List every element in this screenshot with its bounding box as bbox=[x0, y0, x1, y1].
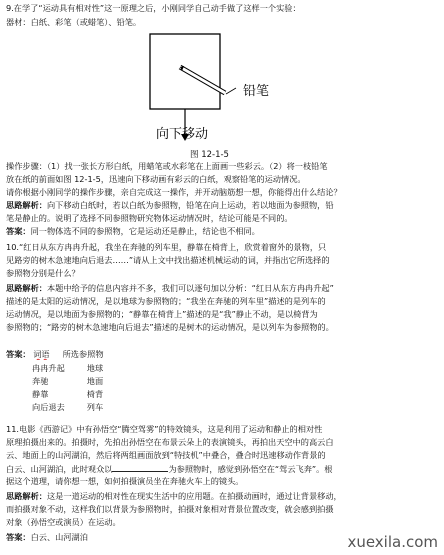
ref-cell: 列车 bbox=[86, 402, 104, 412]
answer-table bbox=[32, 362, 107, 414]
table-row bbox=[32, 388, 107, 401]
q9-steps3: 请你根据小刚同学的操作步骤，亲自完成这一操作，并开动脑筋想一想，你能得出什么结论？ bbox=[6, 187, 342, 197]
ref-cell: 地球 bbox=[86, 363, 104, 373]
word-cell: 冉冉升起 bbox=[32, 363, 65, 373]
q10-line2: 见路旁的树木急速地向后退去……”请从上文中找出描述机械运动的词，并指出它所选择的 bbox=[6, 255, 330, 265]
q11-hint1 bbox=[6, 491, 440, 502]
ref-cell: 地面 bbox=[86, 376, 104, 386]
answer-blank bbox=[112, 463, 168, 472]
q9-hint1 bbox=[6, 200, 440, 211]
q11-line4-end: 为参照物时，感觉到孙悟空在“驾云飞奔”。根 bbox=[168, 464, 333, 474]
q9-line1: 9.在学了“运动具有相对性”这一原理之后，小刚同学自己动手做了这样一个实验： bbox=[6, 3, 301, 13]
word-cell: 奔驰 bbox=[32, 376, 49, 386]
hint-text: 本题中给予的信息内容并不多，我们可以逐句加以分析：“红日从东方冉冉升起” bbox=[46, 283, 334, 293]
q11-hint2: 而拍摄对象不动，这样我们以背景为参照物时，拍摄对象相对背景位置改变，就会感到拍摄 bbox=[6, 504, 334, 514]
answer-label: 答案： bbox=[6, 349, 31, 359]
q11-line1: 11.电影《西游记》中有孙悟空“腾空驾雾”的特效镜头，这是利用了运动和静止的相对性 bbox=[6, 424, 323, 434]
table-row bbox=[32, 362, 107, 375]
q11-line5: 据这个道理，请你想一想，如何拍摄演员坐在奔驰火车上的镜头。 bbox=[6, 476, 244, 486]
down-caption: 向下移动 bbox=[156, 127, 209, 142]
q10-hint3: 运动情况，是以地面为参照物的；“静靠在椅背上”描述的是“我”静止不动，是以椅背为 bbox=[6, 309, 318, 319]
answer-label: 答案： bbox=[6, 532, 31, 542]
q10-line3: 参照物分别是什么？ bbox=[6, 268, 80, 278]
figure-label: 图 12-1-5 bbox=[190, 150, 229, 160]
ref-cell: 椅背 bbox=[86, 389, 104, 399]
q10-hint4: 参照物的；“路旁的树木急速地向后退去”描述的是树木的运动情况，是以列车为参照物的。 bbox=[6, 322, 334, 332]
q11-line4 bbox=[6, 463, 440, 475]
q10-hint1 bbox=[6, 283, 440, 294]
q11-line2: 原理拍摄出来的。拍摄时，先拍出孙悟空在布景云朵上的表演镜头，再拍出天空中的高云白 bbox=[6, 437, 334, 447]
q10-hint2: 描述的是太阳的运动情况，是以地球为参照物的；“我坐在奔驰的列车里”描述的是列车的 bbox=[6, 296, 326, 306]
q9-answer bbox=[6, 226, 440, 237]
q9-hint2: 笔是静止的。说明了选择不同参照物研究物体运动情况时，结论可能是不同的。 bbox=[6, 213, 293, 223]
pencil-leader bbox=[226, 88, 236, 94]
table-row bbox=[32, 401, 107, 414]
col-ref-header: 所选参照物 bbox=[62, 349, 104, 359]
q9-line2: 器材：白纸、彩笔（或蜡笔）、铅笔。 bbox=[6, 17, 142, 27]
pencil-caption: 铅笔 bbox=[243, 84, 270, 99]
col-word-header: 词语 bbox=[33, 349, 50, 359]
word-cell: 向后退去 bbox=[32, 402, 65, 412]
hint-text: 这是一道运动的相对性在现实生活中的应用题。在拍摄动画时，通过让背景移动， bbox=[46, 491, 342, 501]
q9-steps2: 放在纸的前面如图 12-1-5，迅速向下移动画有彩云的白纸，观察铅笔的运动情况。 bbox=[6, 174, 306, 184]
q10-line1: 10.“红日从东方冉冉升起，我坐在奔驰的列车里，静靠在椅背上，欣赏着窗外的景物，只 bbox=[6, 242, 327, 252]
answer-text: 白云、山河湖泊 bbox=[30, 532, 88, 542]
q9-steps1: 操作步骤：（1）找一张长方形白纸，用蜡笔或水彩笔在上面画一些彩云。（2）将一枝铅笔 bbox=[6, 161, 328, 171]
word-cell: 静靠 bbox=[32, 389, 49, 399]
hint-text: 向下移动白纸时，若以白纸为参照物，铅笔在向上运动，若以地面为参照物，铅 bbox=[46, 200, 334, 210]
watermark: xuexila.com bbox=[347, 533, 438, 551]
q11-hint3: 对象（孙悟空或演员）在运动。 bbox=[6, 517, 121, 527]
answer-label: 答案： bbox=[6, 226, 31, 236]
table-row bbox=[32, 375, 107, 388]
hint-label: 思路解析： bbox=[6, 491, 47, 501]
q11-line4-start: 白云、山河湖泊，此时观众以 bbox=[6, 464, 113, 474]
hint-label: 思路解析： bbox=[6, 283, 47, 293]
q11-line3: 云、地面上的山河湖泊，然后将两组画面放到“特技机”中叠合，叠合时迅速移动作背景的 bbox=[6, 450, 326, 460]
hint-label: 思路解析： bbox=[6, 200, 47, 210]
q10-answer-header bbox=[6, 349, 440, 360]
answer-text: 同一物体选不同的参照物，它是运动还是静止，结论也不相同。 bbox=[30, 226, 260, 236]
